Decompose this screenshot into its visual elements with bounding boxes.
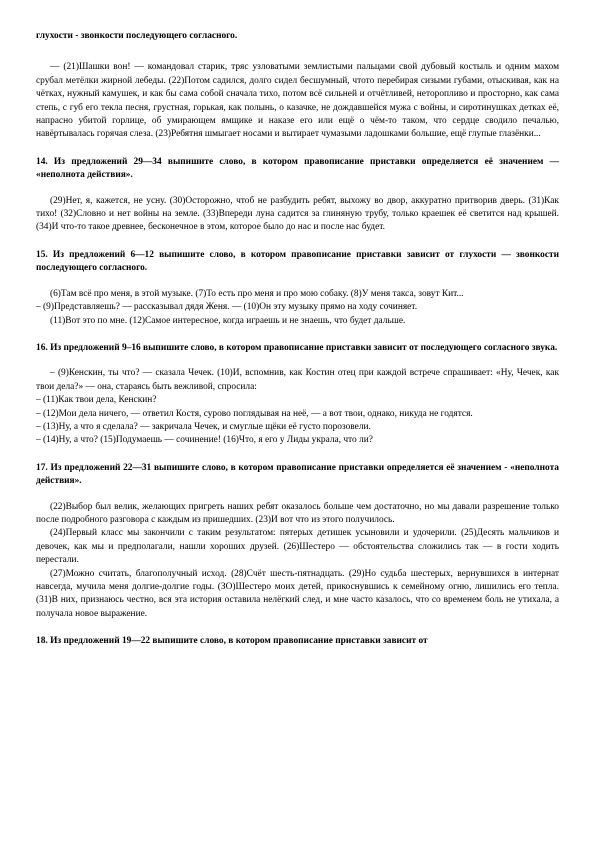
text-paragraph: (6)Там всё про меня, в этой музыке. (7)То есть про меня и про мою собаку. (8)У меня такса, зовут Кит... [50, 288, 464, 299]
task-heading: 17. Из предложений 22—31 выпишите слово, в котором правописание приставки определяется её значением - «неполнота действия». [36, 462, 559, 487]
text-paragraph: – (9)Представляешь? — рассказывал дядя Женя. — (10)Он эту музыку прямо на ходу сочиняет. [36, 302, 418, 313]
text-paragraph: – (11)Как твои дела, Кенскин? [36, 395, 157, 406]
task-heading: 15. Из предложений 6—12 выпишите слово, в котором правописание приставки зависит от глухости — звонкости последующего согласного. [36, 249, 559, 274]
text-paragraph: (22)Выбор был велик, желающих пригреть наших ребят оказалось больше чем достаточно, но мы давали разрешение только после подробного разговора с каждым из пришедших. (23)И вот что из этого получилось. [36, 501, 559, 525]
text-paragraph: – (14)Ну, а что? (15)Подумаешь — сочинение! (16)Что, я его у Лиды украла, что ли? [36, 435, 373, 446]
task-heading: 18. Из предложений 19—22 выпишите слово, в котором правописание приставки зависит от [36, 636, 428, 647]
task-heading: 16. Из предложений 9–16 выпишите слово, в котором правописание приставки зависит от последующего согласного звука. [36, 342, 558, 353]
text-paragraph: – (13)Ну, а что я сделала? — закричала Чечек, и смуглые щёки её густо порозовели. [36, 421, 371, 432]
text-paragraph: (29)Нет, я, кажется, не усну. (30)Осторожно, чтоб не разбудить ребят, выхожу во двор, аккуратно притворив дверь. (31)Как тихо! (32)Словно и нет войны на земле. (33)Впереди луна садится за глиняную трубу, только краешек её светится над крышей. (34)И что-то такое древнее, бесконечное в этом, которое было до нас и после нас будет. [36, 195, 559, 233]
text-paragraph: – (12)Мои дела ничего, — ответил Костя, сурово поглядывая на неё, — а вот твои, однако, никуда не годятся. [36, 408, 473, 419]
text-paragraph: (24)Первый класс мы закончили с таким результатом: пятерых детишек усыновили и удочерили. (25)Десять мальчиков и девочек, как мы и предполагали, нашли хороших друзей. (26)Шестеро — обстоятельства сложились так — в гости ходить перестали. [36, 528, 559, 566]
text-paragraph: (27)Можно считать, благополучный исход. (28)Счёт шесть-пятнадцать. (29)Но судьба шестерых, вернувшихся в интернат навсегда, мучила меня долгие-долгие годы. (ЗО)Шестеро моих детей, прикоснувшись к семейному огню, лишились его тепла. (31)В них, признаюсь честно, вся эта история оставила нелёгкий след, и мне часто казалось, что со временем боль не утихала, а получала новое выражение. [36, 568, 559, 619]
task-heading: глухости - звонкости последующего согласного. [36, 31, 238, 41]
task-heading: 14. Из предложений 29—34 выпишите слово, в котором правописание приставки определяется её значением — «неполнота действия». [36, 156, 559, 181]
text-paragraph: — (21)Шашки вон! — командовал старик, тряс узловатыми землистыми пальцами свой дубовый костыль и одним махом срубал метёлки жирной лебеды. (22)Потом садился, долго сидел бесшумный, чтото перебирая сизыми губами, отыскивая, как на чётках, нужный камушек, и как бы сама собой сначала тихо, потом всё сильней и отчётливей, неторопливо и просторно, как сама степь, с губ его текла песня, грустная, горькая, как полынь, о казачке, не дождавшейся мужа с войны, и сиротинушках детках её, напрасно убитой горлице, об умирающем ямщике и наказе его или ещё о чём-то таком, что сердце сводило печалью, навёртывалась горячая слеза. (23)Ребятня шмыгает носами и вытирает чумазыми ладошками большие, ещё глупые глазёнки... [36, 62, 559, 140]
text-paragraph: – (9)Кенскин, ты что? — сказала Чечек. (10)И, вспомнив, как Костин отец при каждой встрече спрашивает: «Ну, Чечек, как твои дела?» — она, стараясь быть вежливой, спросила: [36, 368, 559, 392]
text-paragraph: (11)Вот это по мне. (12)Самое интересное, когда играешь и не знаешь, что будет дальше. [50, 315, 406, 326]
